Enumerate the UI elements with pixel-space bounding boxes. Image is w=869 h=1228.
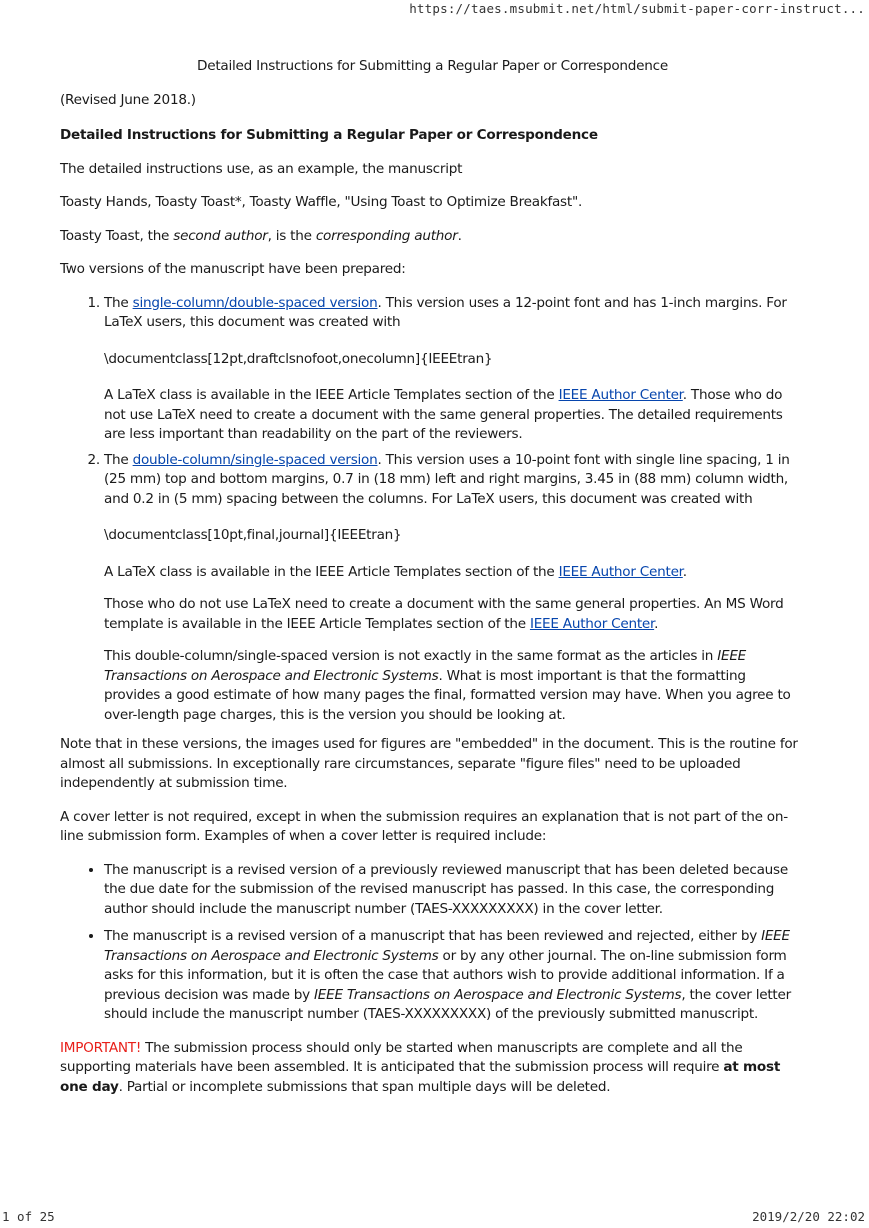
author-line-pre: Toasty Toast, the bbox=[60, 227, 174, 244]
case-2-mid: or by any other journal. The on-line submission form asks for this information, but it is often the case that authors wish to provide additional information. If a previous decision was made by bbox=[104, 947, 787, 1003]
example-manuscript: Toasty Hands, Toasty Toast*, Toasty Waffle, "Using Toast to Optimize Breakfast". bbox=[60, 194, 583, 210]
version-2-latex-post: . bbox=[682, 563, 687, 580]
version-1-post: . This version uses a 12-point font and has 1-inch margins. For LaTeX users, this document was created with bbox=[104, 294, 787, 330]
version-2-format-pre: This double-column/single-spaced version is not exactly in the same format as the articles in bbox=[104, 648, 718, 664]
version-2-description bbox=[104, 451, 805, 510]
version-1-description bbox=[104, 294, 805, 333]
version-1-latex-pre: A LaTeX class is available in the IEEE Article Templates section of the bbox=[104, 387, 559, 403]
intro-paragraph: The detailed instructions use, as an example, the manuscript bbox=[60, 160, 463, 177]
important-label: IMPORTANT! bbox=[60, 1039, 142, 1056]
two-versions-paragraph: Two versions of the manuscript have been prepared: bbox=[60, 261, 406, 277]
author-line bbox=[60, 227, 805, 247]
page-title: Detailed Instructions for Submitting a Regular Paper or Correspondence bbox=[197, 58, 668, 74]
journal-name-em: IEEE Transactions on Aerospace and Electronic Systems bbox=[104, 648, 747, 684]
versions-list bbox=[60, 294, 805, 726]
author-line-mid: , is the bbox=[267, 227, 316, 244]
version-2-latex-pre: A LaTeX class is available in the IEEE Article Templates section of the bbox=[104, 563, 559, 580]
journal-name-em: IEEE Transactions on Aerospace and Electronic Systems bbox=[314, 986, 682, 1003]
important-paragraph bbox=[60, 1039, 805, 1098]
version-2-pre: The bbox=[104, 451, 133, 468]
version-2-word-post: . bbox=[654, 615, 659, 632]
version-2-format-note bbox=[104, 647, 805, 725]
at-most-one-day: at most one day bbox=[60, 1059, 781, 1095]
section-heading: Detailed Instructions for Submitting a Regular Paper or Correspondence bbox=[60, 127, 598, 143]
single-column-version-link[interactable]: single-column/double-spaced version bbox=[132, 294, 378, 311]
corresponding-author-em: corresponding author bbox=[315, 227, 458, 244]
double-column-version-link[interactable]: double-column/single-spaced version bbox=[132, 451, 378, 468]
second-author-em: second author bbox=[173, 227, 268, 244]
ieee-author-center-link[interactable]: IEEE Author Center bbox=[558, 563, 683, 580]
version-2-word-pre: Those who do not use LaTeX need to create a document with the same general properties. An MS Word template is available in the IEEE Article Templates section of the bbox=[104, 596, 784, 632]
document-body bbox=[60, 57, 805, 1111]
page-number: 1 of 25 bbox=[2, 1209, 55, 1224]
cover-letter-case-2 bbox=[104, 927, 805, 1025]
cover-letter-paragraph: A cover letter is not required, except in when the submission requires an explanation that is not part of the on-line submission form. Examples of when a cover letter is required include: bbox=[60, 808, 788, 844]
revised-note: (Revised June 2018.) bbox=[60, 91, 196, 108]
cover-letter-cases-list bbox=[60, 861, 805, 1025]
version-2-documentclass: \documentclass[10pt,final,journal]{IEEEtran} bbox=[104, 527, 402, 543]
ieee-author-center-link[interactable]: IEEE Author Center bbox=[529, 615, 655, 632]
cover-letter-case-1: • The manuscript is a revised version of a previously reviewed manuscript that has been deleted because the due date for the submission of the revised manuscript has passed. In this case, the corresponding author should include the manuscript number (TAES-XXXXXXXXX) in the cover letter. bbox=[104, 861, 805, 920]
embedded-figures-note: Note that in these versions, the images used for figures are "embedded" in the document. This is the routine for almost all submissions. In exceptionally rare circumstances, separate "figure files" need to be uploaded independently at submission time. bbox=[60, 736, 798, 791]
journal-name-em: IEEE Transactions on Aerospace and Electronic Systems bbox=[104, 928, 790, 964]
print-timestamp: 2019/2/20 22:02 bbox=[752, 1209, 865, 1224]
important-post: . Partial or incomplete submissions that span multiple days will be deleted. bbox=[118, 1078, 611, 1095]
version-2-format-post: . What is most important is that the formatting provides a good estimate of how many pages the final, formatted version may have. When you agree to over-length page charges, this is the version you should be looking at. bbox=[104, 667, 791, 723]
case-2-pre: The manuscript is a revised version of a manuscript that has been reviewed and rejected, either by bbox=[104, 928, 762, 944]
version-2-post: . This version uses a 10-point font with single line spacing, 1 in (25 mm) top and bottom margins, 0.7 in (18 mm) left and right margins, 3.45 in (88 mm) column width, and 0.2 in (5 mm) spacing between the columns. For LaTeX users, this document was created with bbox=[104, 451, 790, 507]
version-1-latex-post: . Those who do not use LaTeX need to create a document with the same general properties. The detailed requirements are less important than readability on the part of the reviewers. bbox=[104, 387, 783, 442]
version-item-2 bbox=[104, 451, 805, 726]
author-line-post: . bbox=[457, 227, 462, 244]
important-pre: The submission process should only be started when manuscripts are complete and all the supporting materials have been assembled. It is anticipated that the submission process will require bbox=[60, 1039, 743, 1075]
case-2-post: , the cover letter should include the manuscript number (TAES-XXXXXXXXX) of the previously submitted manuscript. bbox=[104, 986, 791, 1022]
version-1-latex-note bbox=[104, 386, 805, 445]
ieee-author-center-link[interactable]: IEEE Author Center bbox=[558, 387, 683, 403]
version-item-1 bbox=[104, 294, 805, 445]
version-1-documentclass: \documentclass[12pt,draftclsnofoot,onecolumn]{IEEEtran} bbox=[104, 350, 493, 367]
page-url-header: https://taes.msubmit.net/html/submit-paper-corr-instruct... bbox=[409, 1, 865, 16]
version-1-pre: The bbox=[104, 294, 133, 311]
version-2-latex-note bbox=[104, 563, 805, 583]
version-2-word-note bbox=[104, 595, 805, 634]
